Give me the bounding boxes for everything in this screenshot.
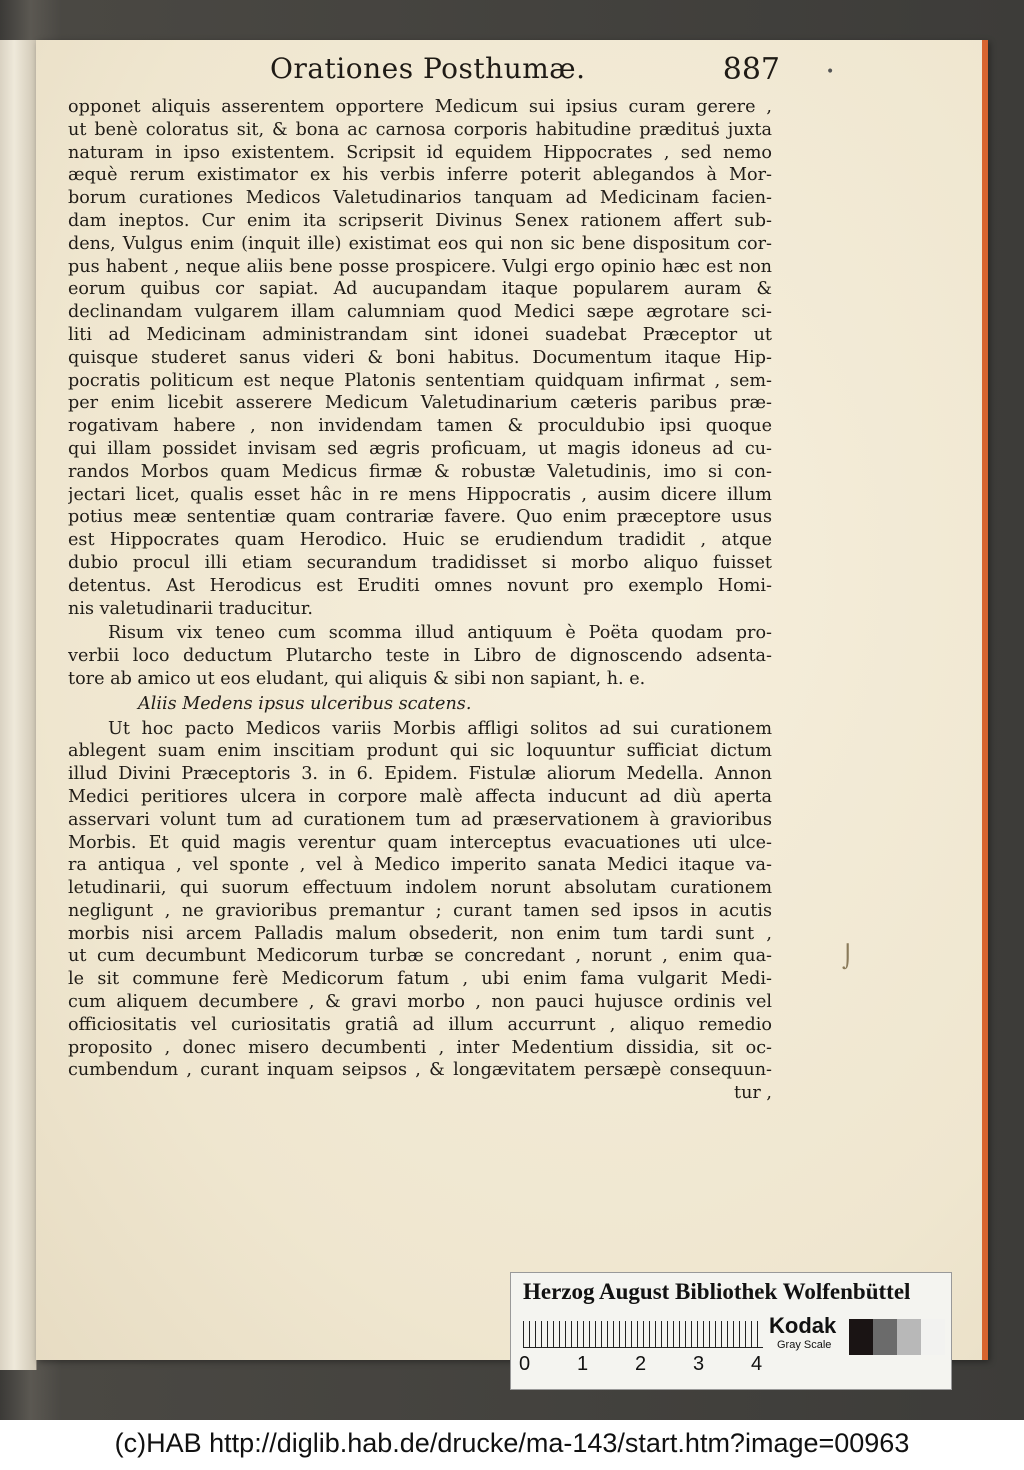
- text-line: Risum vix teneo cum scomma illud antiquum è Poëta quodam pro-: [108, 623, 772, 644]
- text-line: illud Divini Præceptoris 3. in 6. Epidem. Fistulæ aliorum Medella. Annon: [68, 764, 772, 785]
- margin-mark: ⌡: [842, 945, 854, 970]
- text-line: borum curationes Medicos Valetudinarios tanquam ad Medicinam facien-: [68, 188, 772, 209]
- corner-mark: •: [826, 64, 835, 80]
- text-line: potius meæ sententiæ quam contrariæ favere. Quo enim præceptore usus: [68, 507, 772, 528]
- text-line: Aliis Medens ipsus ulceribus scatens.: [138, 693, 472, 714]
- library-name: Herzog August Bibliothek Wolfenbüttel: [523, 1279, 911, 1304]
- text-line: Medici peritiores ulcera in corpore malè affecta inducunt ad diù aperta: [68, 786, 772, 807]
- text-line: rogativam habere , non invidendam tamen & proculdubio ipsi quoque: [68, 416, 772, 437]
- text-line: pocratis politicum est neque Platonis sententiam quidquam infirmat , sem-: [68, 370, 772, 391]
- text-line: Morbis. Et quid magis verentur quam interceptus evacuationes uti ulce-: [68, 832, 772, 853]
- text-line: æquè rerum existimator ex his verbis inferre poterit ablegandos à Mor-: [68, 165, 772, 186]
- ruler-number: 3: [693, 1353, 705, 1375]
- text-line: dens, Vulgus enim (inquit ille) existimat eos qui non sic bene dispositum cor-: [68, 233, 772, 254]
- ruler-number: 0: [519, 1353, 531, 1375]
- text-line: morbis nisi arcem Palladis malum obsederit, non enim tum tardi sunt ,: [68, 923, 772, 944]
- text-line: tur ,: [734, 1083, 772, 1104]
- gray-swatch: [849, 1319, 873, 1355]
- scale-ruler: [523, 1321, 763, 1348]
- text-line: ut cum decumbunt Medicorum turbæ se concredant , norunt , enim qua-: [68, 946, 772, 967]
- text-line: dam ineptos. Cur enim ita scripserit Divinus Senex rationem affert sub-: [68, 210, 772, 231]
- gray-scale-label: Gray Scale: [777, 1339, 832, 1351]
- ruler-number: 2: [635, 1353, 647, 1375]
- text-line: liti ad Medicinam administrandam sint idonei suadebat Præceptor ut: [68, 324, 772, 345]
- text-line: pus habent , neque aliis bene posse prospicere. Vulgi ergo opinio hæc est non: [68, 256, 772, 277]
- text-line: asservari volunt tum ad curationem tum ad præservationem à gravioribus: [68, 809, 772, 830]
- text-line: le sit commune ferè Medicorum fatum , ubi enim fama vulgarit Medi-: [68, 969, 772, 990]
- text-line: qui illam possidet invisam sed ægris proficuam, ut magis idoneus ad cu-: [68, 438, 772, 459]
- text-line: quisque studeret sanus videri & boni habitus. Documentum itaque Hip-: [68, 347, 772, 368]
- text-line: randos Morbos quam Medicus firmæ & robustæ Valetudinis, imo si con-: [68, 461, 772, 482]
- text-line: opponet aliquis asserentem opportere Medicum sui ipsius curam gerere ,: [68, 97, 772, 117]
- text-line: detentus. Ast Herodicus est Eruditi omnes novunt pro exemplo Homi-: [68, 575, 772, 596]
- text-line: verbii loco deductum Plutarcho teste in Libro de dignoscendo adsenta-: [68, 646, 772, 667]
- text-line: proposito , donec misero decumbenti , inter Medentium dissidia, sit oc-: [68, 1037, 772, 1058]
- ruler-number: 1: [577, 1353, 589, 1375]
- text-line: eorum quibus cor sapiat. Ad aucupandam itaque popularem auram &: [68, 279, 772, 300]
- text-line: ut benè coloratus sit, & bona ac carnosa corporis habitudine prædituṡ juxta: [68, 119, 772, 140]
- gray-swatch: [921, 1319, 945, 1355]
- body-text: [68, 96, 772, 1105]
- text-line: negligunt , ne gravioribus premantur ; curant tamen sed ipsos in acutis: [68, 900, 772, 921]
- text-line: per enim licebit asserere Medicum Valetudinarium cæteris paribus præ-: [68, 393, 772, 414]
- text-line: Ut hoc pacto Medicos variis Morbis affligi solitos ad sui curationem: [108, 718, 772, 739]
- text-line: est Hippocrates quam Herodico. Huic se erudiendum tradidit , atque: [68, 530, 772, 551]
- text-line: cum aliquem decumbere , & gravi morbo , non pauci hujusce ordinis vel: [68, 992, 772, 1013]
- source-url: (c)HAB http://diglib.hab.de/drucke/ma-143/start.htm?image=00963: [114, 1428, 910, 1458]
- facing-page-edge: [0, 40, 37, 1370]
- text-line: nis valetudinarii traducitur.: [68, 598, 313, 619]
- text-line: dubio procul illi etiam securandum tradidisset si morbo aliquo fuisset: [68, 552, 772, 573]
- gray-swatch: [897, 1319, 921, 1355]
- gray-scale-swatches: [849, 1319, 945, 1355]
- text-line: ablegent suam enim inscitiam produnt qui sic loquuntur sufficiat dictum: [68, 741, 772, 762]
- gray-swatch: [873, 1319, 897, 1355]
- text-line: declinandam vulgarem illam calumniam quod Medici sæpe ægrotare sci-: [68, 302, 772, 323]
- text-line: officiositatis vel curiositatis gratiâ ad illum accurrunt , aliquo remedio: [68, 1014, 772, 1035]
- running-head: Orationes Posthumæ.: [270, 52, 586, 85]
- text-line: jectari licet, qualis esset hâc in re mens Hippocratis , ausim dicere illum: [68, 484, 772, 505]
- text-line: cumbendum , curant inquam seipsos , & longævitatem persæpè consequun-: [68, 1060, 772, 1081]
- footer-bar: [0, 1420, 1024, 1470]
- library-label: [510, 1272, 952, 1390]
- page-number: 887: [722, 52, 780, 87]
- text-line: ra antiqua , vel sponte , vel à Medico imperito sanata Medici itaque va-: [68, 855, 772, 876]
- text-line: naturam in ipso existentem. Scripsit id equidem Hippocrates , sed nemo: [68, 142, 772, 163]
- text-line: tore ab amico ut eos eludant, qui aliquis & sibi non sapiant, h. e.: [68, 668, 646, 689]
- page-header: [270, 52, 780, 94]
- ruler-number: 4: [751, 1353, 763, 1375]
- text-line: letudinarii, qui suorum effectuum indolem norunt absolutam curationem: [68, 878, 772, 899]
- kodak-brand: Kodak: [769, 1313, 837, 1338]
